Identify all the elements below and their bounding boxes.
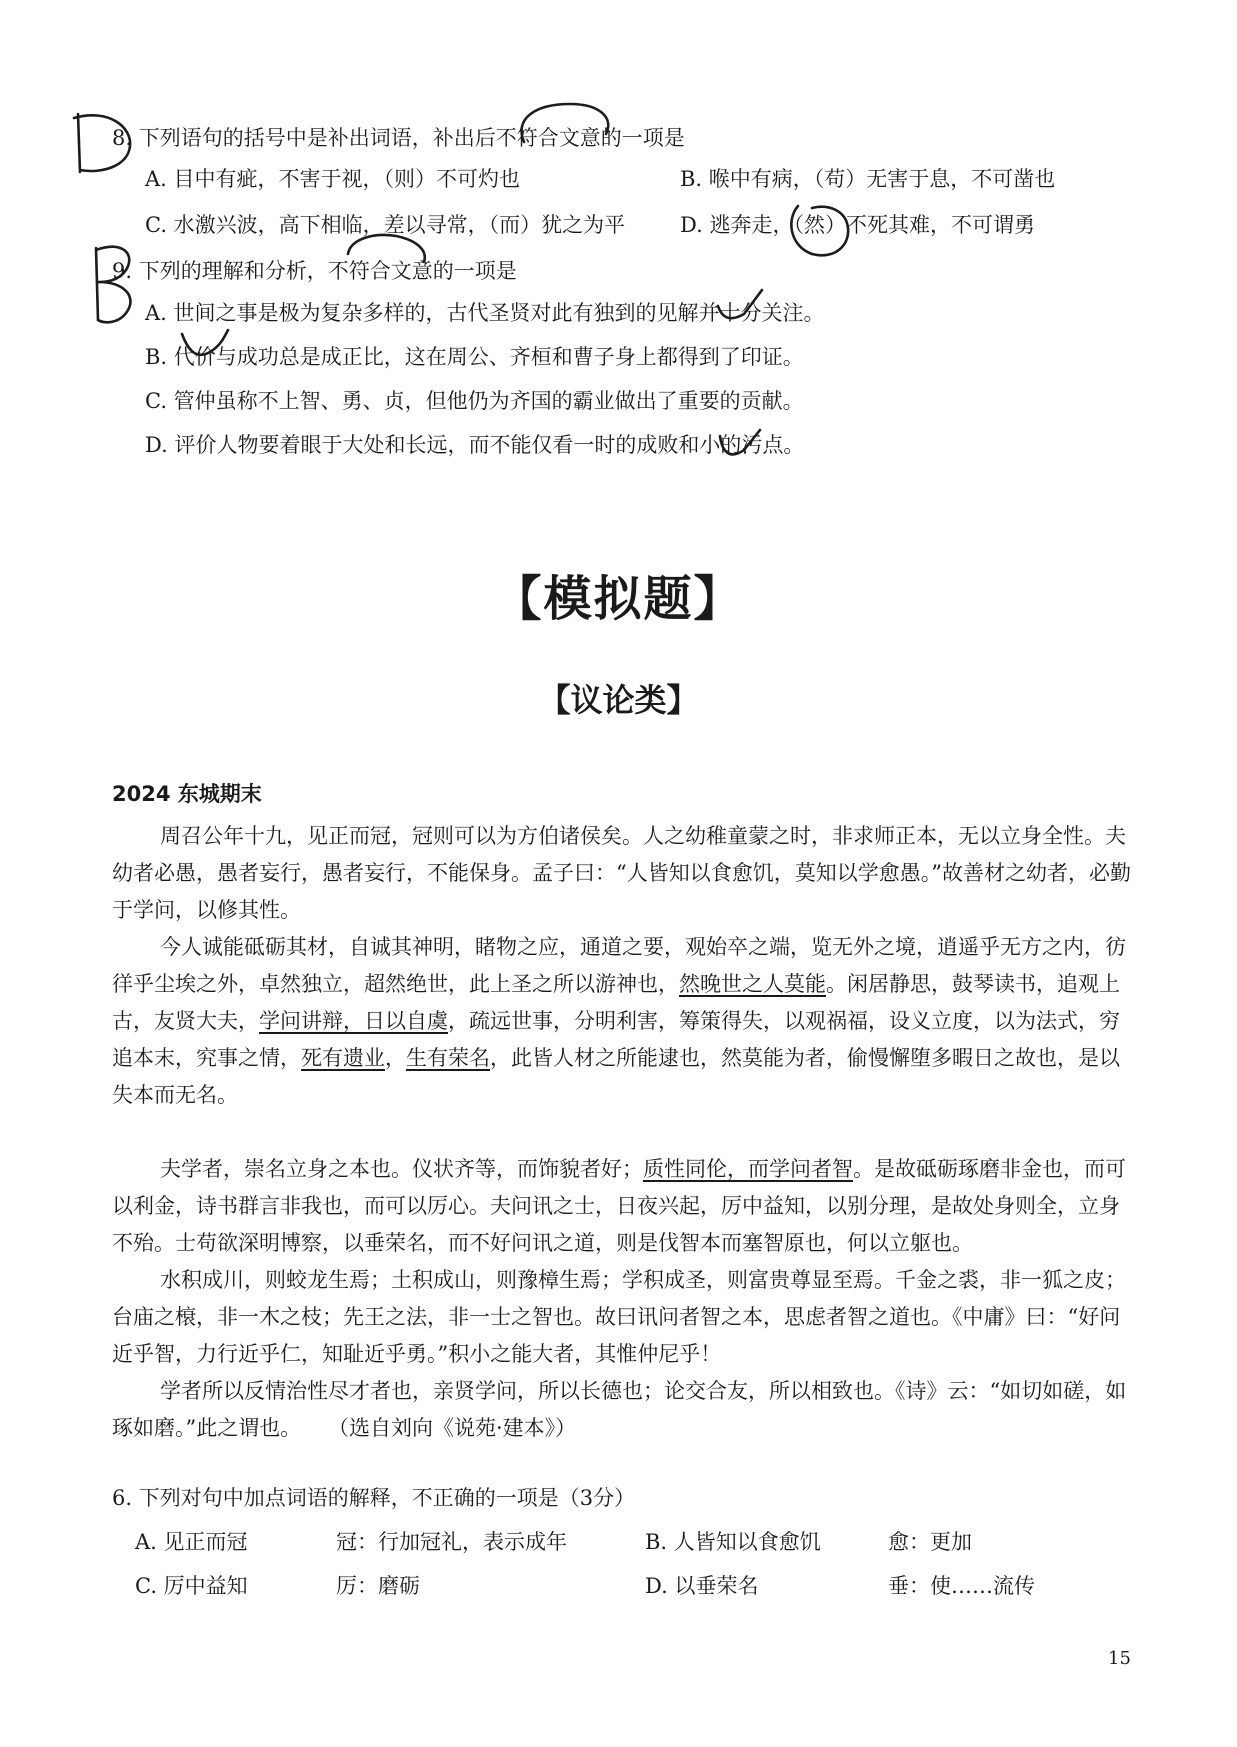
- passage-paragraph-1: 周召公年十九，见正而冠，冠则可以为方伯诸侯矣。人之幼稚童蒙之时，非求师正本，无以立身全性。夫幼者必愚，愚者妄行，愚者妄行，不能保身。孟子曰：“人皆知以食愈饥，莫知以学愈愚。”故善材之幼者，必勤于学问，以修其性。: [112, 824, 1131, 922]
- passage-paragraph-3: [112, 1151, 1132, 1262]
- page-number: 15: [1108, 1648, 1131, 1669]
- underlined-phrase: 死有遗业: [301, 1046, 385, 1070]
- passage-paragraph-4: 水积成川，则蛟龙生焉；土积成山，则豫樟生焉；学积成圣，则富贵尊显至焉。千金之裘，非一狐之皮；台庙之榱，非一木之枝；先王之法，非一士之智也。故曰讯问者智之本，思虑者智之道也。《中庸》曰：“好问近乎智，力行近乎仁，知耻近乎勇。”积小之能大者，其惟仲尼乎！: [112, 1268, 1126, 1366]
- underlined-phrase: 质性同伦，而学问者智: [643, 1157, 853, 1181]
- q8-option-c: C. 水激兴波，高下相临，差以寻常，（而）犹之为平: [145, 213, 626, 237]
- q9-stem: 9. 下列的理解和分析，不符合文意的一项是: [112, 259, 517, 283]
- q6-option-c-explanation: 厉：磨砺: [336, 1574, 420, 1598]
- q6-option-d-sentence: D. 以垂荣名: [645, 1574, 759, 1598]
- passage-text: 今人诚能砥砺其材，自诚其神明，睹物之应，通道之要，观始卒之端，览无外之境，逍遥乎无方之内，彷徉乎尘埃之外，卓然独立，超然绝世，此上圣之所以游神也，: [112, 935, 1126, 996]
- q8-option-d: D. 逃奔走，（然）不死其难，不可谓勇: [680, 213, 1035, 237]
- q9-option-a: A. 世间之事是极为复杂多样的，古代圣贤对此有独到的见解并十分关注。: [145, 301, 825, 325]
- q9-option-b: B. 代价与成功总是成正比，这在周公、齐桓和曹子身上都得到了印证。: [145, 345, 804, 369]
- q8-option-a: A. 目中有疵，不害于视，（则）不可灼也: [145, 167, 521, 191]
- passage-text: ，: [385, 1046, 406, 1070]
- passage-text: 。闲居静思，鼓琴读书，追观上古，友贤大夫，: [112, 972, 1120, 1033]
- section-sub-title: 【议论类】: [538, 681, 699, 719]
- passage-source: （选自刘向《说苑·建本》）: [327, 1416, 577, 1440]
- q9-option-c: C. 管仲虽称不上智、勇、贞，但他仍为齐国的霸业做出了重要的贡献。: [145, 389, 804, 413]
- passage-text: 。是故砥砺琢磨非金也，而可以利金，诗书群言非我也，而可以厉心。夫问讯之士，日夜兴起，厉中益知，以别分理，是故处身则全，立身不殆。士苟欲深明博察，以垂荣名，而不好问讯之道，则是伐智本而塞智原也，何以立躯也。: [112, 1157, 1126, 1255]
- q6-option-b-explanation: 愈：更加: [888, 1530, 972, 1554]
- q6-option-a-explanation: 冠：行加冠礼，表示成年: [336, 1530, 567, 1554]
- q6-option-c-sentence: C. 厉中益知: [135, 1574, 248, 1598]
- passage-text: ，此皆人材之所能逮也，然莫能为者，偷慢懈堕多暇日之故也，是以失本而无名。: [112, 1046, 1120, 1107]
- underlined-phrase: 然晚世之人莫能: [679, 972, 826, 996]
- passage-text: 夫学者，崇名立身之本也。仪状齐等，而饰貌者好；: [160, 1157, 643, 1181]
- passage-paragraph-2: [112, 929, 1132, 1114]
- passage-text: ，疏远世事，分明利害，筹策得失，以观祸福，设义立度，以为法式，穷追本末，究事之情，: [112, 1009, 1120, 1070]
- section-main-title: 【模拟题】: [493, 571, 744, 627]
- q8-stem: 8. 下列语句的括号中是补出词语，补出后不符合文意的一项是: [112, 126, 685, 150]
- q9-option-d: D. 评价人物要着眼于大处和长远，而不能仅看一时的成败和小的污点。: [145, 433, 805, 457]
- q6-option-d-explanation: 垂：使……流传: [888, 1574, 1035, 1598]
- underlined-phrase: 学问讲辩，日以自虞: [259, 1009, 448, 1033]
- q6-stem: 6. 下列对句中加点词语的解释，不正确的一项是（3分）: [112, 1486, 636, 1510]
- q8-option-b: B. 喉中有病，（苟）无害于息，不可凿也: [680, 167, 1056, 191]
- underlined-phrase: 生有荣名: [406, 1046, 490, 1070]
- source-title: 2024 东城期末: [112, 782, 262, 806]
- passage-text: 学者所以反情治性尽才者也，亲贤学问，所以长德也；论交合友，所以相致也。《诗》云：“如切如磋，如琢如磨。”此之谓也。: [112, 1379, 1127, 1440]
- q6-option-b-sentence: B. 人皆知以食愈饥: [645, 1530, 821, 1554]
- passage-paragraph-5: [112, 1373, 1132, 1447]
- q6-option-a-sentence: A. 见正而冠: [135, 1530, 248, 1554]
